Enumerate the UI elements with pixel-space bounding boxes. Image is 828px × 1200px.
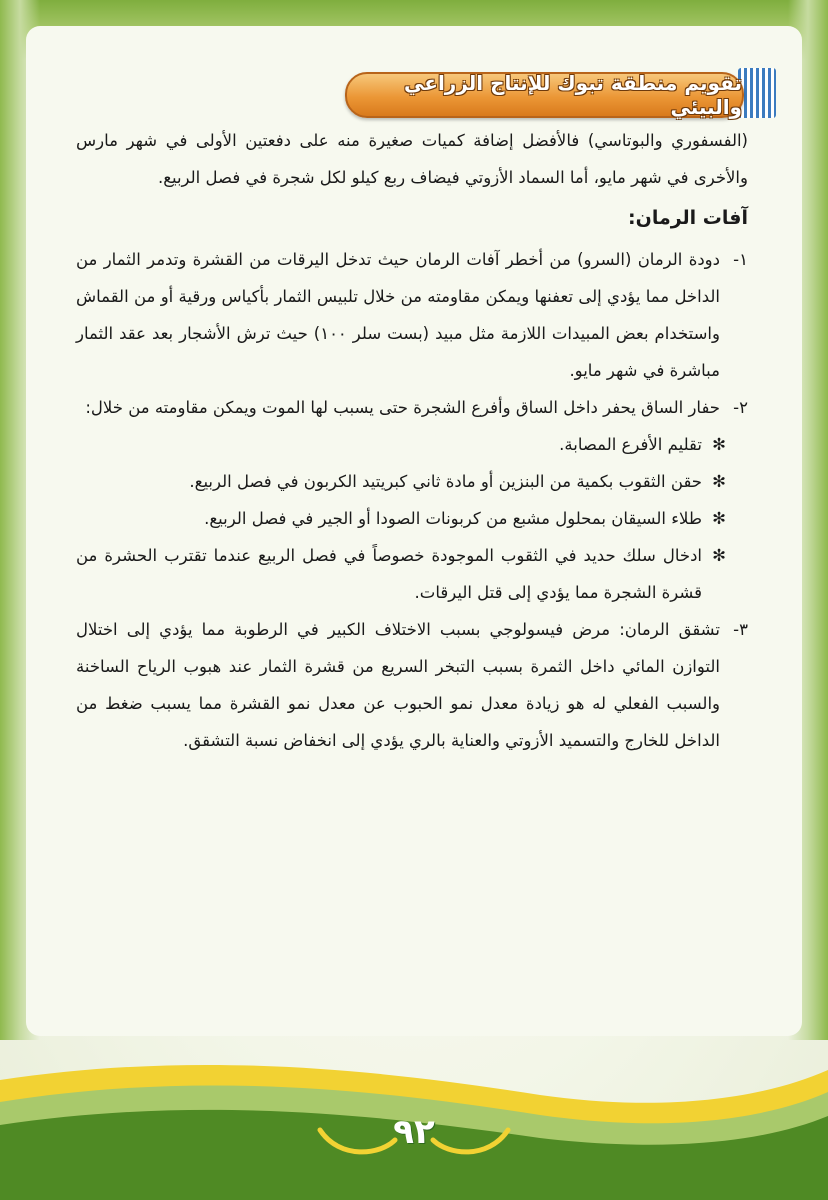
header-banner: [345, 72, 744, 118]
list-item-text: دودة الرمان (السرو) من أخطر آفات الرمان حيث تدخل اليرقات من القشرة وتدمر الثمار من الداخل مما يؤدي إلى تعفنها ويمكن مقاومته من خلال تلبيس الثمار بأكياس ورقية أو من القماش واستخدام بعض المبيدات اللازمة مثل مبيد (بست سلر ١٠٠) حيث ترش الأشجار بعد عقد الثمار مباشرة في شهر مايو.: [76, 250, 720, 380]
list-item-text: تشقق الرمان: مرض فيسولوجي بسبب الاختلاف الكبير في الرطوبة مما يؤدي إلى اختلال التوازن المائي داخل الثمرة بسبب التبخر السريع من قشرة الثمار عند هبوب الرياح الساخنة والسبب الفعلي له هو زيادة معدل نمو الحبوب عن معدل نمو القشرة مما يسبب ضغط من الداخل للخارج والتسميد الأزوتي والعناية بالري يؤدي إلى انخفاض نسبة التشقق.: [76, 620, 720, 750]
intro-paragraph: (الفسفوري والبوتاسي) فالأفضل إضافة كميات صغيرة منه على دفعتين الأولى في شهر مارس والأخرى في شهر مايو، أما السماد الأزوتي فيضاف ربع كيلو لكل شجرة في فصل الربيع.: [76, 131, 748, 187]
page-number-ornament: [300, 1100, 528, 1170]
asterisk-icon: ✻: [712, 509, 726, 528]
book-title: تقويم منطقة تبوك للإنتاج الزراعي والبيئي: [404, 71, 742, 119]
sub-item: [76, 463, 748, 500]
asterisk-icon: ✻: [712, 472, 726, 491]
list-item: [76, 241, 748, 389]
page-content: [76, 122, 748, 759]
list-item-text: حفار الساق يحفر داخل الساق وأفرع الشجرة حتى يسبب لها الموت ويمكن مقاومته من خلال:: [85, 398, 720, 417]
sub-item-text: حقن الثقوب بكمية من البنزين أو مادة ثاني كبريتيد الكربون في فصل الربيع.: [189, 472, 702, 491]
list-item-number: ١-: [733, 250, 748, 269]
list-item-number: ٣-: [733, 620, 748, 639]
sub-item-text: طلاء السيقان بمحلول مشبع من كربونات الصودا أو الجير في فصل الربيع.: [204, 509, 702, 528]
list-item: [76, 611, 748, 759]
asterisk-icon: ✻: [712, 435, 726, 454]
section-heading: آفات الرمان:: [628, 207, 748, 229]
sub-item-text: تقليم الأفرع المصابة.: [559, 435, 702, 454]
sub-item: [76, 500, 748, 537]
list-item-number: ٢-: [733, 398, 748, 417]
sub-item: [76, 426, 748, 463]
page-number: ٩٢: [393, 1112, 435, 1152]
sub-item-text: ادخال سلك حديد في الثقوب الموجودة خصوصاً في فصل الربيع عندما تقترب الحشرة من قشرة الشجرة مما يؤدي إلى قتل اليرقات.: [76, 546, 702, 602]
sub-item: [76, 537, 748, 611]
asterisk-icon: ✻: [712, 546, 726, 565]
list-item: [76, 389, 748, 426]
